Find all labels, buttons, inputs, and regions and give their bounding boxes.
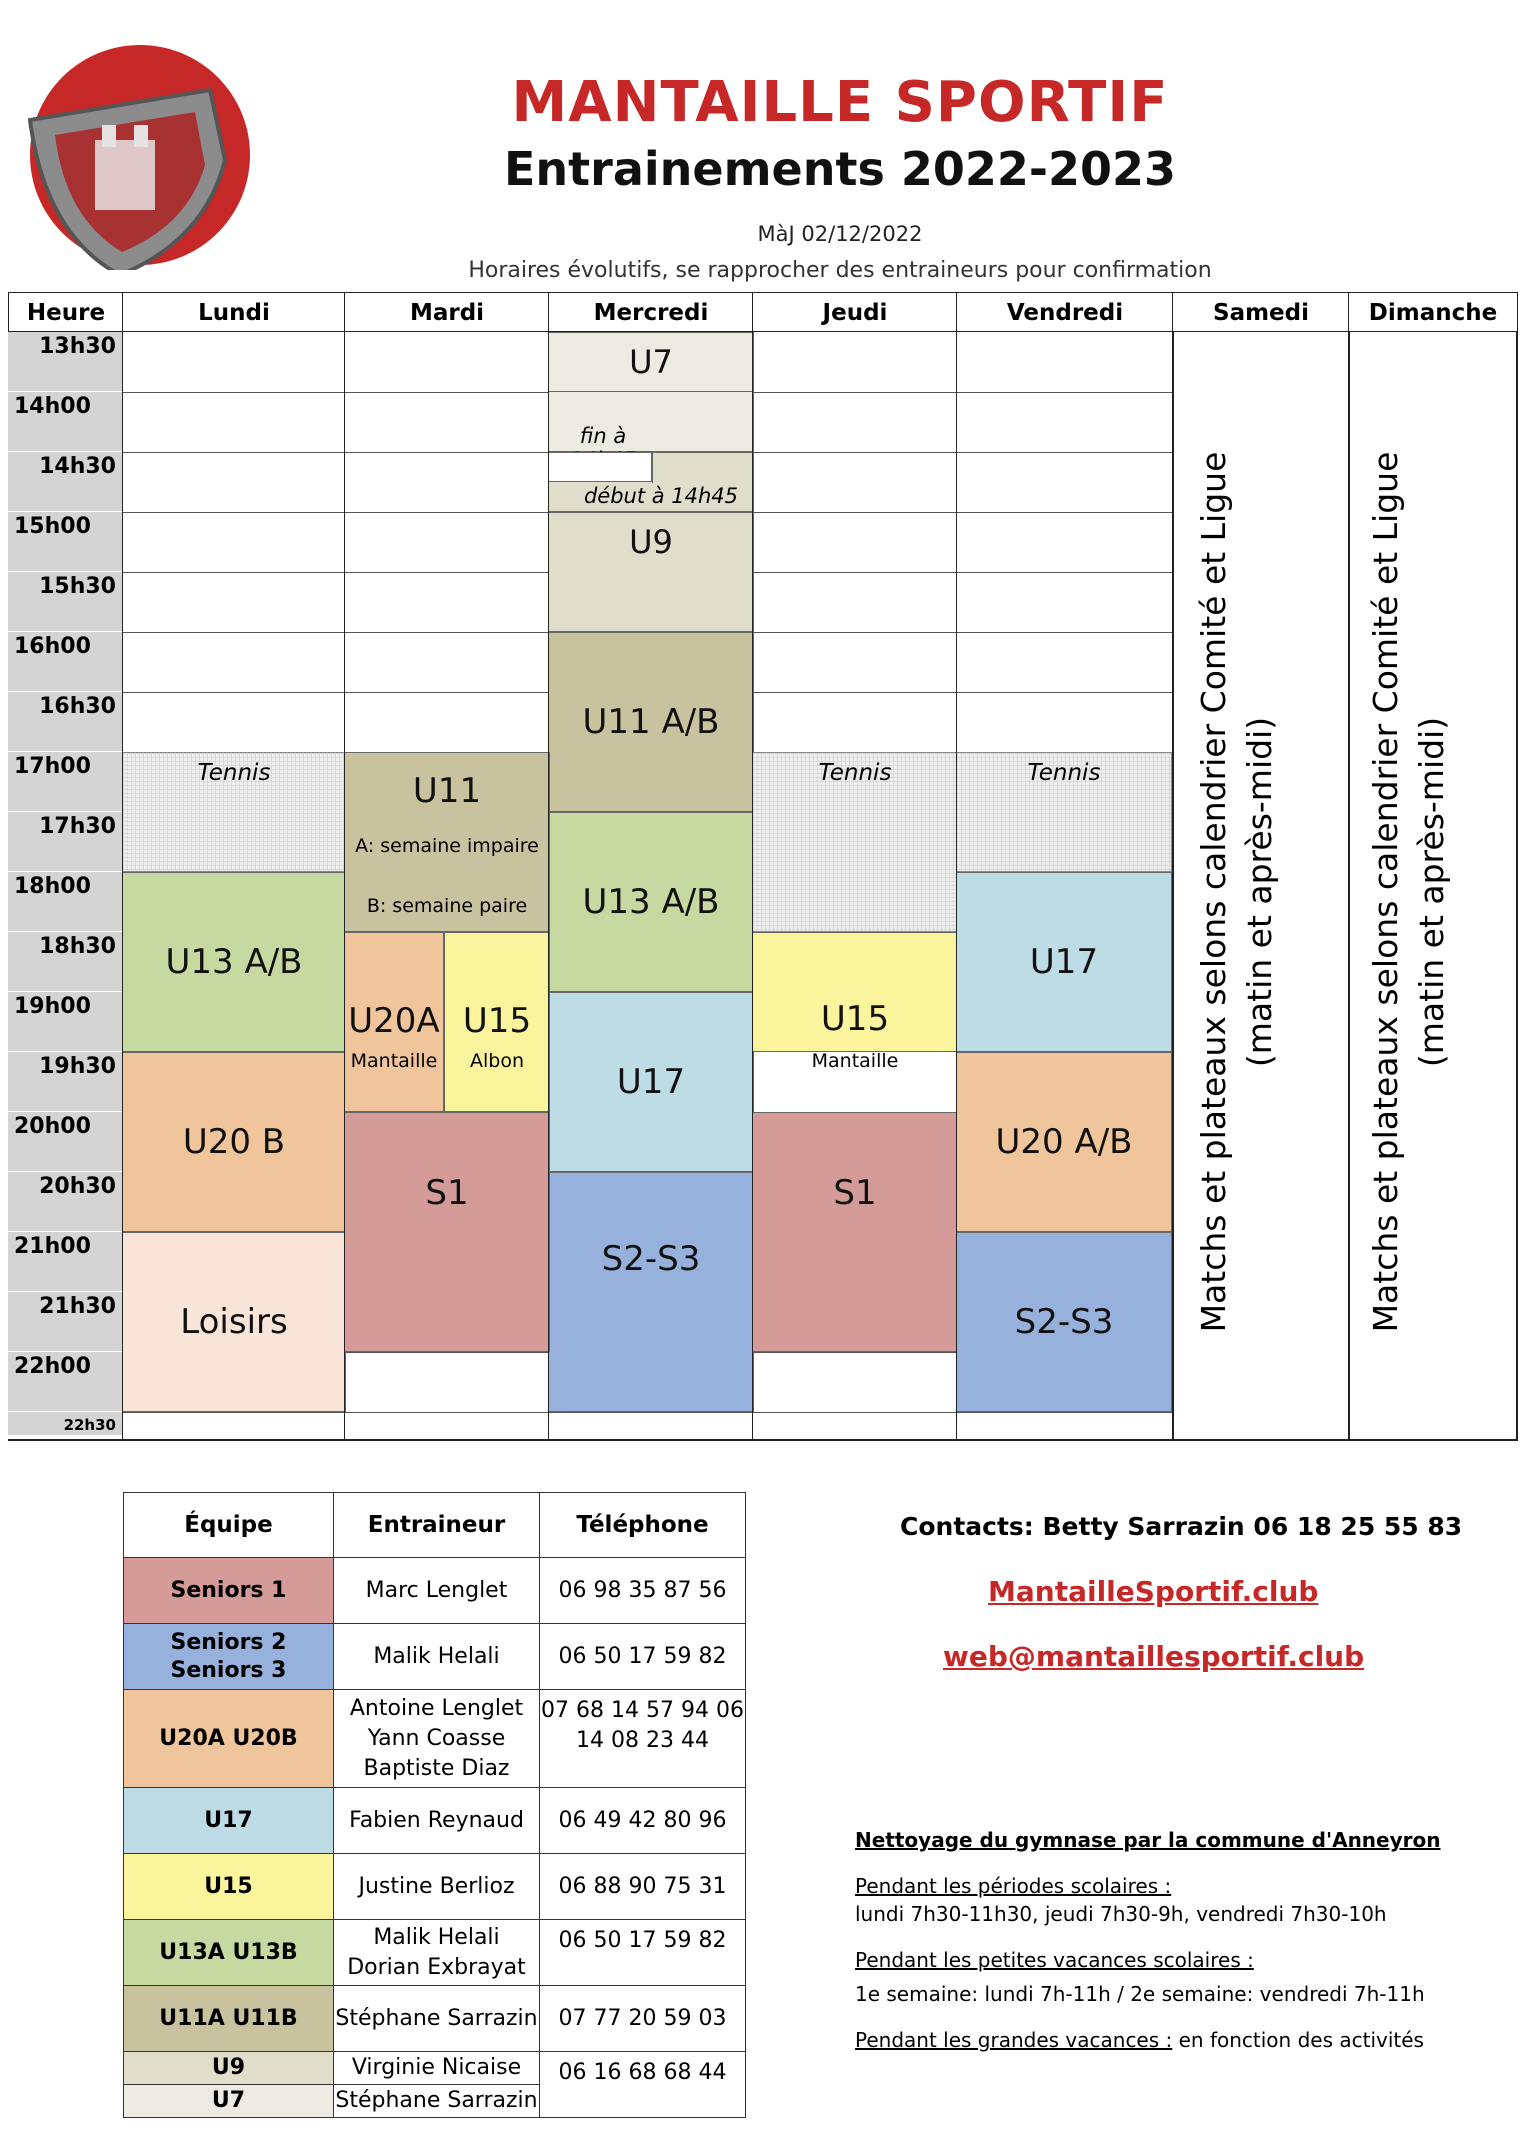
time-slot: 21h00 [8,1232,122,1292]
time-slot: 17h30 [8,812,122,872]
block-mon-u20b: U20 B [122,1052,346,1232]
wed-u9-start-label: début à 14h45 [583,484,739,508]
table-row [124,2052,746,2085]
season-subtitle: Entrainements 2022-2023 [503,142,1176,196]
time-slot: 16h00 [8,632,122,692]
column-header-saturday: Samedi [1172,292,1350,332]
big-holidays-line [855,2026,1441,2054]
cleaning-title: Nettoyage du gymnase par la commune d'Anneyron [855,1828,1441,1852]
phone-cell: 06 50 17 59 82 [540,1624,746,1690]
time-slot: 18h30 [8,932,122,992]
table-row [124,1986,746,2052]
block-thu-s1: S1 [752,1112,958,1352]
wed-u7-end-label: fin à [579,424,627,448]
coach-cell: Stéphane Sarrazin [334,1986,540,2052]
block-thu-u15: U15 [752,932,958,1052]
time-slot: 16h30 [8,692,122,752]
block-wed-u13: U13 A/B [548,812,754,992]
col-border [122,332,123,1441]
block-mon-loisirs: Loisirs [122,1232,346,1412]
update-date: MàJ 02/12/2022 [757,222,923,246]
school-periods-text: lundi 7h30-11h30, jeudi 7h30-9h, vendredi 7h30-10h [855,1902,1387,1926]
tue-u20a-place: Mantaille [350,1050,438,1072]
time-slot: 22h00 [8,1352,122,1412]
mon-tennis-label: Tennis [197,760,271,786]
table-row [124,1920,746,1986]
time-slot: 14h00 [8,392,122,452]
big-holidays-label: Pendant les grandes vacances : [855,2028,1173,2052]
team-cell: U11A U11B [124,1986,334,2052]
block-wed-u11: U11 A/B [548,632,754,812]
block-wed-s2s3: S2-S3 [548,1172,754,1412]
coach-cell: Antoine Lenglet Yann Coasse Baptiste Diaz [334,1690,540,1788]
small-holidays-label: Pendant les petites vacances scolaires : [855,1948,1254,1972]
time-slot: 19h00 [8,992,122,1052]
time-slot: 17h00 [8,752,122,812]
col-coach: Entraineur [334,1493,540,1558]
coaches-table [123,1492,746,2118]
phone-cell: 07 68 14 57 94 06 14 08 23 44 [540,1690,746,1788]
table-row [124,1788,746,1854]
block-wed-u17: U17 [548,992,754,1172]
col-border [752,332,753,1441]
team-cell: Seniors 2 Seniors 3 [124,1624,334,1690]
col-border [1516,332,1518,1441]
phone-cell: 06 88 90 75 31 [540,1854,746,1920]
col-phone: Téléphone [540,1493,746,1558]
sunday-note: Matchs et plateaux selons calendrier Comité et Ligue (matin et après-midi) [1366,451,1451,1333]
col-border [956,332,957,1441]
time-slot: 15h30 [8,572,122,632]
column-header-hour: Heure [8,292,124,332]
block-wed-u9-corner [652,452,754,483]
block-tue-u20a: U20A [344,932,444,1112]
column-header-friday: Vendredi [956,292,1174,332]
schedule-note: Horaires évolutifs, se rapprocher des entraineurs pour confirmation [468,258,1212,283]
contact-line: Contacts: Betty Sarrazin 06 18 25 55 83 [900,1512,1463,1541]
block-wed-u7: U7 [548,332,754,392]
block-fri-u17: U17 [956,872,1172,1052]
team-cell: U17 [124,1788,334,1854]
training-schedule [8,292,1518,1441]
time-slot: 20h00 [8,1112,122,1172]
coach-cell: Virginie Nicaise [334,2052,540,2085]
block-wed-u9: U9 [548,512,754,632]
coach-cell: Malik Helali [334,1624,540,1690]
team-cell: U9 [124,2052,334,2085]
coach-cell: Malik Helali Dorian Exbrayat [334,1920,540,1986]
tue-u11-b-label: B: semaine paire [366,895,528,917]
time-slot: 14h30 [8,452,122,512]
website-link[interactable]: MantailleSportif.club [988,1575,1319,1608]
time-slot: 18h00 [8,872,122,932]
coach-cell: Fabien Reynaud [334,1788,540,1854]
column-header-thursday: Jeudi [752,292,958,332]
team-cell: U15 [124,1854,334,1920]
phone-cell: 06 49 42 80 96 [540,1788,746,1854]
coach-cell: Stéphane Sarrazin [334,2085,540,2118]
col-border [548,332,549,1441]
table-row [124,1854,746,1920]
grid-line [122,1412,1172,1413]
time-slot: 20h30 [8,1172,122,1232]
table-row [124,1558,746,1624]
big-holidays-text: en fonction des activités [1178,2028,1424,2052]
block-fri-s2s3: S2-S3 [956,1232,1172,1412]
col-border [1172,332,1174,1441]
time-slot: 19h30 [8,1052,122,1112]
small-holidays-text: 1e semaine: lundi 7h-11h / 2e semaine: vendredi 7h-11h [855,1982,1425,2006]
tue-u15-place: Albon [469,1050,524,1072]
time-slot: 15h00 [8,512,122,572]
block-fri-u20ab: U20 A/B [956,1052,1172,1232]
thu-tennis-label: Tennis [818,760,892,786]
time-slot: 13h30 [8,332,122,392]
club-title: MANTAILLE SPORTIF [511,70,1169,135]
email-link[interactable]: web@mantaillesportif.club [943,1640,1365,1673]
column-header-tuesday: Mardi [344,292,550,332]
table-header-row [124,1493,746,1558]
table-row [124,1690,746,1788]
phone-cell: 06 50 17 59 82 [540,1920,746,1986]
team-cell: U7 [124,2085,334,2118]
column-header-sunday: Dimanche [1348,292,1518,332]
coach-cell: Justine Berlioz [334,1854,540,1920]
block-tue-s1: S1 [344,1112,550,1352]
col-border [344,332,345,1441]
team-cell: Seniors 1 [124,1558,334,1624]
thu-u15-place: Mantaille [811,1050,899,1072]
block-tue-u15: U15 [444,932,550,1112]
fri-tennis-label: Tennis [1027,760,1101,786]
phone-cell: 06 16 68 68 44 [540,2052,746,2118]
phone-cell: 06 98 35 87 56 [540,1558,746,1624]
team-cell: U20A U20B [124,1690,334,1788]
coach-cell: Marc Lenglet [334,1558,540,1624]
cleaning-schedule [855,1826,1441,2054]
block-mon-u13: U13 A/B [122,872,346,1052]
time-slot: 22h30 [8,1412,122,1436]
saturday-note: Matchs et plateaux selons calendrier Comité et Ligue (matin et après-midi) [1194,451,1279,1333]
phone-cell: 07 77 20 59 03 [540,1986,746,2052]
team-cell: U13A U13B [124,1920,334,1986]
tue-u11-a-label: A: semaine impaire [355,835,539,857]
column-header-wednesday: Mercredi [548,292,754,332]
table-row [124,1624,746,1690]
column-header-monday: Lundi [122,292,346,332]
time-slot: 21h30 [8,1292,122,1352]
block-tue-u11: U11 [344,752,550,932]
col-team: Équipe [124,1493,334,1558]
wed-gap-cell [548,452,652,482]
col-border [1348,332,1350,1441]
school-periods-label: Pendant les périodes scolaires : [855,1874,1172,1898]
